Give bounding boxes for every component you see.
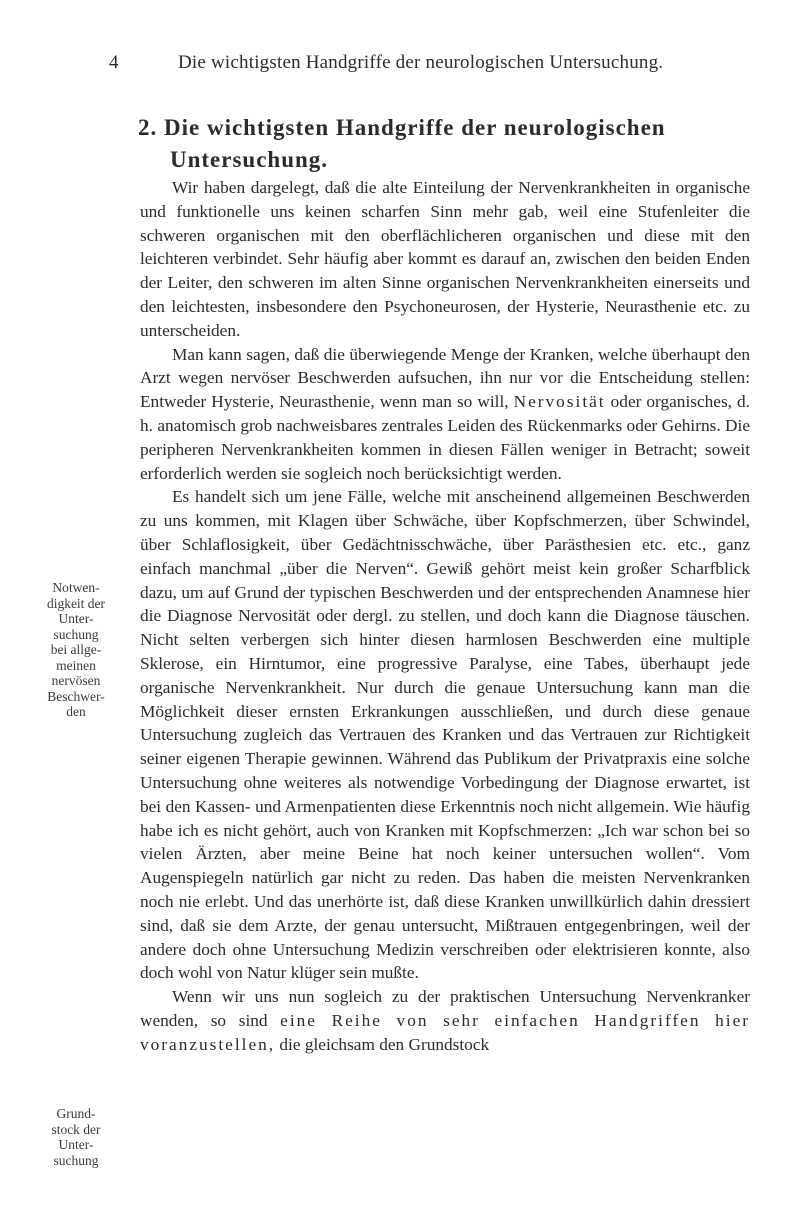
- paragraph-1: Wir haben dargelegt, daß die alte Einteilung der Nervenkrankheiten in organische und funktionelle uns keinen scharfen Sinn mehr gab, weil eine Stufenleiter die schweren organischen mit den oberflächlicheren organischen und diese mit den leichteren verbindet. Sehr häufig aber kommt es darauf an, zwischen den beiden Enden der Leiter, den schweren im alten Sinne organischen Nervenkrankheiten einerseits und den leichtesten, insbesondere den Psychoneurosen, der Hysterie, Neurasthenie etc. zu unterscheiden.: [140, 178, 750, 340]
- section-heading-line2: Untersuchung.: [170, 147, 329, 172]
- margin-note-line: Notwen-: [52, 580, 100, 595]
- paragraph-4-text-a: Wenn wir uns nun sogleich zu der praktischen Untersuchung Nervenkranker wenden, so sind: [140, 987, 750, 1030]
- margin-note-line: den: [66, 704, 86, 719]
- margin-note-grundstock: [28, 1106, 124, 1168]
- paragraph-2: [140, 343, 750, 486]
- paragraph-4: [140, 985, 750, 1056]
- running-head: Die wichtigsten Handgriffe der neurologischen Untersuchung.: [178, 52, 664, 73]
- paragraph-2-text-b: oder organisches, d. h. anatomisch grob nachweisbares zentrales Leiden des Rückenmarks oder Gehirns. Die peripheren Nervenkrankheiten kommen in diesen Fällen weniger in Betracht; soweit erforderlich werden sie sogleich noch berücksichtigt werden.: [140, 392, 751, 483]
- body-text: [140, 176, 750, 1056]
- margin-note-line: Beschwer-: [47, 688, 105, 704]
- margin-note-line: Unter-: [58, 1137, 94, 1152]
- paragraph-4-text-b: die gleichsam den Grundstock: [275, 1034, 490, 1054]
- margin-note-line: Grund-: [56, 1106, 96, 1121]
- margin-note-notwendigkeit: [28, 580, 124, 720]
- paragraph-3: Es handelt sich um jene Fälle, welche mit anscheinend allgemeinen Beschwerden zu uns kommen, mit Klagen über Schwäche, über Kopfschmerzen, über Schwindel, über Schlaflosigkeit, über Gedächtnisschwäche, über Parästhesien etc. etc., ganz einfach manchmal „über die Nerven“. Gewiß gehört meist kein großer Scharfblick dazu, um auf Grund der typischen Beschwerden und der entsprechenden Anamnese hier die Diagnose Nervosität oder dergl. zu stellen, und doch kann die Diagnose täuschen. Nicht selten verbergen sich hinter diesen harmlosen Beschwerden eine multiple Sklerose, ein Hirntumor, eine progressive Paralyse, eine Tabes, überhaupt jede organische Nervenkrankheit. Nur durch die genaue Untersuchung kann man die Möglichkeit dieser ernsten Erkrankungen ausschließen, und durch diese genaue Untersuchung zugleich das Vertrauen des Kranken und das Vertrauen zur Richtigkeit seiner eigenen Therapie gewinnen. Während das Publikum der Privatpraxis eine solche Untersuchung ohne weiteres als notwendige Vorbedingung der Diagnose erwartet, ist bei den Kassen- und Armenpatienten diese Erkenntnis noch nicht allgemein. Wie häufig habe ich es nicht gehört, auch von Kranken mit Kopfschmerzen: „Ich war schon bei so vielen Ärzten, aber meine Beine hat noch keiner untersuchen wollen“. Vom Augenspiegeln natürlich gar nicht zu reden. Das haben die meisten Nervenkranken noch nie erlebt. Und das unerhörte ist, daß diese Kranken unwillkürlich dahin dressiert sind, daß sie dem Arzte, der genau untersucht, Mißtrauen entgegenbringen, weil der andere doch ohne Untersuchung Medizin verschreiben oder elektrisieren konnte, also doch wohl von Natur klüger sein mußte.: [140, 487, 750, 983]
- emphasis-nervositaet: Nervosität: [513, 392, 606, 412]
- margin-note-line: suchung: [53, 1152, 99, 1168]
- margin-note-line: digkeit der: [46, 595, 106, 611]
- paragraph-2-text-a: Man kann sagen, daß die überwiegende Menge der Kranken, welche überhaupt den Arzt wegen nervöser Beschwerden aufsuchen, ihn nur vor die Entscheidung stellen: Entweder Hysterie, Neurasthenie, wenn man so will,: [140, 344, 750, 412]
- section-heading: [138, 112, 758, 176]
- margin-note-line: bei allge-: [50, 642, 102, 657]
- section-heading-line1: 2. Die wichtigsten Handgriffe der neurologischen: [138, 115, 666, 140]
- margin-note-line: Unter-: [58, 611, 94, 626]
- page-number: 4: [109, 52, 119, 73]
- margin-note-line: suchung: [53, 626, 99, 642]
- page-header: [0, 52, 801, 82]
- emphasis-handgriffe: eine Reihe von sehr einfachen Handgriffen hier voranzustellen,: [140, 1010, 750, 1054]
- margin-note-line: meinen: [56, 657, 96, 673]
- margin-note-line: stock der: [51, 1121, 101, 1137]
- margin-note-line: nervösen: [51, 673, 101, 688]
